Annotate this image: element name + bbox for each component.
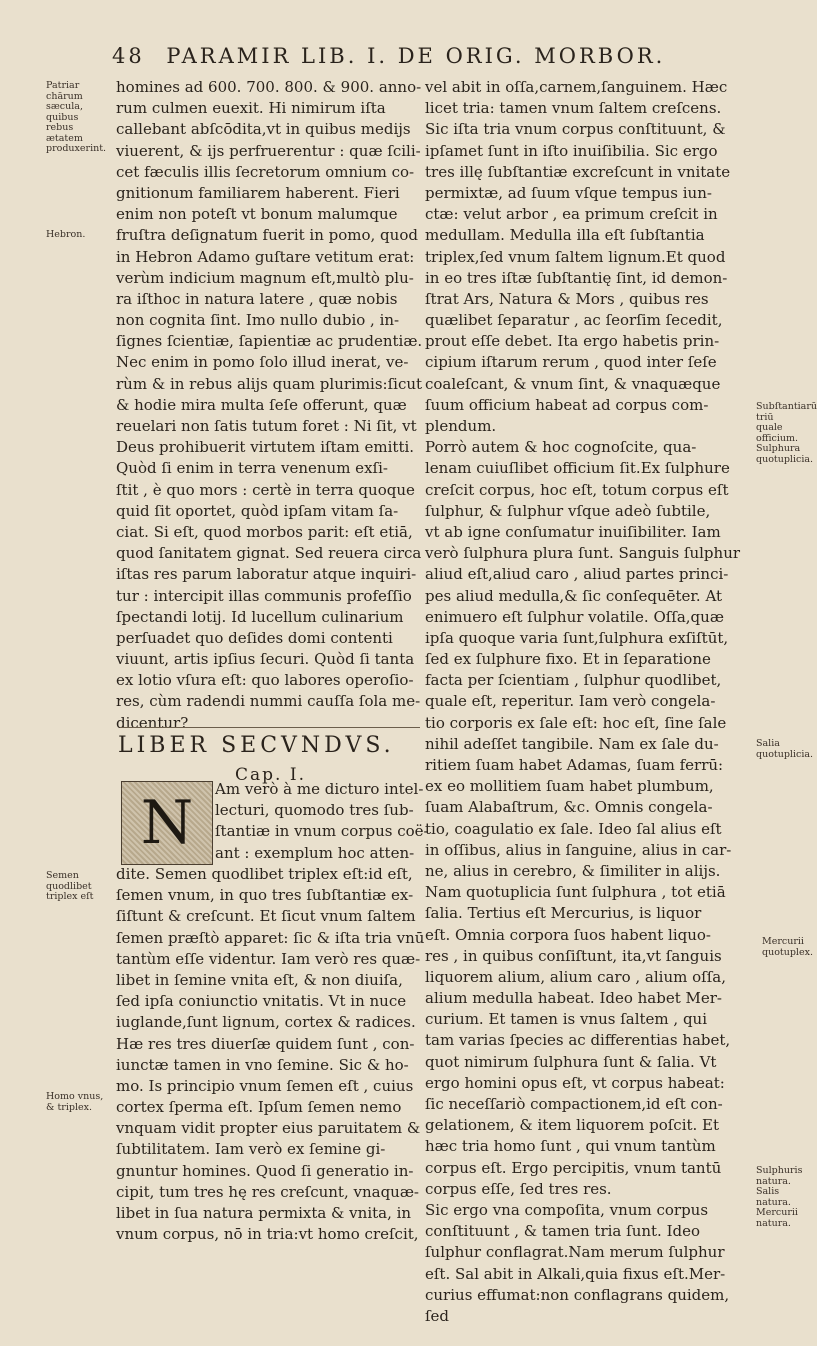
initial-text-block [215, 779, 429, 864]
text-line: quod ſanitatem gignat. Sed reuera circa [116, 544, 422, 563]
text-line: Nam quotuplicia ſunt ſulphura , tot etiā [425, 883, 726, 902]
text-line: ſtit , è quo mors : certè in terra quoque [116, 480, 415, 499]
text-line: Nec enim in pomo ſolo illud inerat, ve- [116, 353, 409, 372]
margin-note: Hebron. [46, 229, 86, 240]
text-line: ra iſthoc in natura latere , quæ nobis [116, 289, 398, 308]
text-line: eſt. Omnia corpora ſuos habent liquo- [425, 925, 712, 944]
text-line: creſcit corpus, hoc eſt, totum corpus eſt [425, 480, 729, 499]
text-line: corpus eſſe, ſed tres res. [425, 1179, 612, 1198]
text-line: tio, coagulatio ex ſale. Ideo ſal alius eſt [425, 819, 722, 838]
text-line: ſemen vnum, in quo tres ſubſtantiæ ex- [116, 886, 414, 905]
text-line: permixtæ, ad ſuum vſque tempus iun- [425, 183, 712, 202]
text-line: triplex,ſed vnum ſaltem lignum.Et quod [425, 247, 726, 266]
text-line: cortex ſperma eſt. Ipſum ſemen nemo [116, 1098, 402, 1117]
left-text-column [116, 77, 423, 734]
text-line: rum culmen euexit. Hi nimirum iſta [116, 99, 386, 118]
text-line: callebant abſcōdita,vt in quibus medijs [116, 120, 411, 139]
text-line: ſignes ſcientiæ, ſapientiæ ac prudentiæ. [116, 332, 423, 351]
text-line: curius effumat:non conflagrans quidem, [425, 1285, 730, 1304]
text-line: plendum. [425, 417, 497, 435]
margin-note: Homo vnus, & triplex. [46, 1091, 104, 1113]
text-line: libet in ſemine vnita eſt, & non diuiſa, [116, 970, 403, 989]
text-line: ergo homini opus eſt, vt corpus habeat: [425, 1073, 725, 1092]
text-line: conſtituunt , & tamen tria ſunt. Ideo [425, 1222, 701, 1241]
text-line: in Hebron Adamo guſtare vetitum erat: [116, 247, 415, 266]
text-line: cet fæculis illis ſecretorum omnium co- [116, 162, 415, 181]
text-line: Sic ergo vna compoſita, vnum corpus [425, 1200, 709, 1219]
text-line: dicentur? [116, 713, 189, 732]
margin-note: Salia quotuplicia. [756, 738, 814, 760]
text-line: vt ab igne conſumatur inuiſibiliter. Iam [425, 522, 721, 541]
text-line: corpus eſt. Ergo percipitis, vnum tantū [425, 1158, 722, 1177]
text-line: ſemen præſtò apparet: ſic & iſta tria vnū [116, 928, 425, 947]
text-line: ſpectandi lotij. Id lucellum culinarium [116, 607, 404, 626]
text-line: ſed ipſa coniunctio vnitatis. Vt in nuce [116, 992, 407, 1011]
text-line: non cognita ſint. Imo nullo dubio , in- [116, 311, 400, 330]
text-line: quid ſit oportet, quòd ipſam vitam ſa- [116, 501, 399, 520]
text-line: ritiem ſuam habet Adamas, ſuam ferrū: [425, 756, 724, 774]
text-line: quale eſt, reperitur. Iam verò congela- [425, 692, 716, 711]
text-line: lenam cuiuſlibet officium ſit.Ex ſulphure [425, 459, 730, 478]
text-line: viuunt, artis ipſius ſecuri. Quòd ſi tanta [116, 650, 415, 669]
running-header [112, 44, 712, 74]
text-line: ne, alius in cerebro, & ſimiliter in alijs. [425, 861, 721, 880]
text-line: Hæ res tres diuerſæ quidem ſunt , con- [116, 1034, 415, 1053]
text-line: alium medulla habeat. Ideo habet Mer- [425, 989, 723, 1008]
text-line: ſubtilitatem. Iam verò ex ſemine gi- [116, 1140, 386, 1159]
chapter-heading: Cap. I. [235, 765, 306, 785]
text-line: Porrò autem & hoc cognoſcite, qua- [425, 438, 697, 457]
text-line: ex eo mollitiem ſuam habet plumbum, [425, 777, 714, 796]
text-line: in oſſibus, alius in ſanguine, alius in car- [425, 840, 732, 859]
text-line: ſulphur conflagrat.Nam merum ſulphur [425, 1243, 725, 1262]
text-line: ſic neceſſariò compactionem,id eſt con- [425, 1095, 723, 1113]
text-line: aliud eſt,aliud caro , aliud partes princi- [425, 565, 729, 584]
book-heading: LIBER SECVNDVS. [118, 733, 395, 758]
text-line: tres illę ſubſtantiæ excreſcunt in vnitate [425, 162, 731, 181]
text-line: liquorem alium, alium caro , alium oſſa, [425, 967, 726, 986]
text-line: ſuam Alabaſtrum, &c. Omnis congela- [425, 798, 713, 817]
text-line: tantùm eſſe videntur. Iam verò res quæ- [116, 949, 421, 968]
text-line: vnquam vidit propter eius paruitatem & [116, 1119, 421, 1138]
text-line: ex lotio vſura eſt: quo labores operoſio- [116, 671, 414, 690]
text-line: ſuum officium habeat ad corpus com- [425, 395, 709, 414]
initial-letter: N [140, 788, 194, 858]
text-line: in eo tres iſtæ ſubſtantię ſint, id demon- [425, 268, 728, 287]
margin-note: Subſtantiarū triū quale officium. Sulphura quotuplicia. [756, 401, 817, 465]
text-line: ant : exemplum hoc atten- [215, 843, 415, 862]
text-line: res , in quibus conſiſtunt, ita,vt ſanguis [425, 946, 722, 965]
text-line: coaleſcant, & vnum ſint, & vnaquæque [425, 374, 721, 393]
text-line: iunctæ tamen in vno ſemine. Sic & ho- [116, 1055, 409, 1074]
text-line: homines ad 600. 700. 800. & 900. anno- [116, 78, 422, 96]
running-title: PARAMIR LIB. I. DE ORIG. MORBOR. [166, 44, 666, 68]
text-line: Quòd ſi enim in terra venenum exſi- [116, 459, 388, 478]
decorated-initial [121, 781, 213, 865]
text-line: Deus prohibuerit virtutem iſtam emitti. [116, 438, 415, 457]
text-line: gnuntur homines. Quod ſi generatio in- [116, 1161, 414, 1180]
text-line: quælibet ſeparatur , ac ſeorſim ſecedit, [425, 311, 723, 330]
text-line: mo. Is principio vnum ſemen eſt , cuius [116, 1076, 414, 1095]
text-line: eſt. Sal abit in Alkali,quia fixus eſt.Mer- [425, 1264, 726, 1283]
margin-note: Patriar chārum sæcula, quibus rebus ætatem produxerint. [46, 80, 107, 154]
text-line: & hodie mira multa ſeſe offerunt, quæ [116, 395, 407, 414]
text-line: ipſamet ſunt in iſto inuiſibilia. Sic ergo [425, 141, 718, 160]
text-line: ciat. Si eſt, quod morbos parit: eſt etiā, [116, 522, 413, 541]
margin-note: Sulphuris natura. Salis natura. Mercurii natura. [756, 1165, 803, 1229]
text-line: dite. Semen quodlibet triplex eſt:id eſt, [116, 865, 413, 883]
text-line: cipium iſtarum rerum , quod inter ſeſe [425, 353, 717, 372]
text-line: verùm indicium magnum eſt,multò plu- [116, 268, 414, 287]
text-line: vnum corpus, nō in tria:vt homo creſcit, [116, 1225, 419, 1244]
text-line: tio corporis ex ſale eſt: hoc eſt, ſine ſale [425, 713, 727, 732]
text-line: pes aliud medulla,& ſic conſequēter. At [425, 586, 723, 605]
text-line: ſalia. Tertius eſt Mercurius, is liquor [425, 904, 702, 923]
text-line: facta per ſcientiam , ſulphur quodlibet, [425, 671, 722, 690]
text-line: reuelari non ſatis tutum foret : Ni ſit, vt [116, 417, 417, 435]
text-line: enim non poteſt vt bonum malumque [116, 205, 398, 224]
text-line: iſtas res parum laboratur atque inquiri- [116, 565, 417, 584]
text-line: perſuadet quo deſides domi contenti [116, 628, 393, 647]
text-line: hæc tria homo ſunt , qui vnum tantùm [425, 1137, 716, 1156]
text-line: tam varias ſpecies ac differentias habet, [425, 1031, 731, 1050]
text-line: ſiſtunt & creſcunt. Et ſicut vnum ſaltem [116, 907, 416, 926]
text-line: curium. Et tamen is vnus ſaltem , qui [425, 1010, 708, 1029]
text-line: licet tria: tamen vnum ſaltem creſcens. [425, 99, 722, 118]
text-line: tur : intercipit illas communis profeſſio [116, 586, 412, 605]
page-number: 48 [112, 44, 145, 68]
text-line: enimuero eſt ſulphur volatile. Oſſa,quæ [425, 607, 724, 626]
text-line: ctæ: velut arbor , ea primum creſcit in [425, 205, 718, 224]
text-line: ſtrat Ars, Natura & Mors , quibus res [425, 289, 709, 308]
section-rule [120, 727, 420, 728]
text-line: ſed [425, 1306, 450, 1325]
text-line: quot nimirum ſulphura ſunt & ſalia. Vt [425, 1052, 717, 1071]
text-line: viuerent, & ijs perfruerentur : quæ ſcili- [116, 141, 421, 160]
text-line: nihil adeſſet tangibile. Nam ex ſale du- [425, 734, 719, 753]
text-line: lecturi, quomodo tres ſub- [215, 801, 414, 820]
text-line: vel abit in oſſa,carnem,ſanguinem. Hæc [425, 78, 728, 96]
text-line: cipit, tum tres hę res creſcunt, vnaquæ- [116, 1182, 419, 1201]
right-text-column [425, 77, 747, 1327]
text-line: Sic iſta tria vnum corpus conſtituunt, & [425, 120, 726, 139]
text-line: ipſa quoque varia ſunt,ſulphura exſiſtūt, [425, 628, 729, 647]
text-line: prout eſſe debet. Ita ergo habetis prin- [425, 332, 720, 351]
text-line: libet in ſua natura permixta & vnita, in [116, 1204, 412, 1222]
text-line: Am verò à me dicturo intel- [215, 780, 424, 798]
text-line: fruſtra deſignatum fuerit in pomo, quod [116, 226, 418, 245]
text-line: res, cùm radendi nummi cauſſa ſola me- [116, 692, 421, 711]
text-line: medullam. Medulla illa eſt ſubſtantia [425, 226, 705, 245]
text-line: gnitionum familiarem haberent. Fieri [116, 183, 400, 202]
left-lower-text-column [116, 864, 423, 1245]
text-line: ſtantiæ in vnum corpus coë- [215, 822, 429, 841]
margin-note: Semen quodlibet triplex eſt [46, 870, 94, 902]
text-line: gelationem, & item liquorem poſcit. Et [425, 1116, 720, 1135]
text-line: ſulphur, & ſulphur vſque adeò ſubtile, [425, 501, 711, 520]
text-line: iuglande,ſunt lignum, cortex & radices. [116, 1013, 416, 1032]
text-line: verò ſulphura plura ſunt. Sanguis ſulphur [425, 544, 741, 563]
text-line: rùm & in rebus alijs quam plurimis:ſicut [116, 374, 423, 393]
margin-note: Mercurii quotuplex. [762, 936, 813, 958]
text-line: ſed ex ſulphure fixo. Et in ſeparatione [425, 650, 711, 669]
